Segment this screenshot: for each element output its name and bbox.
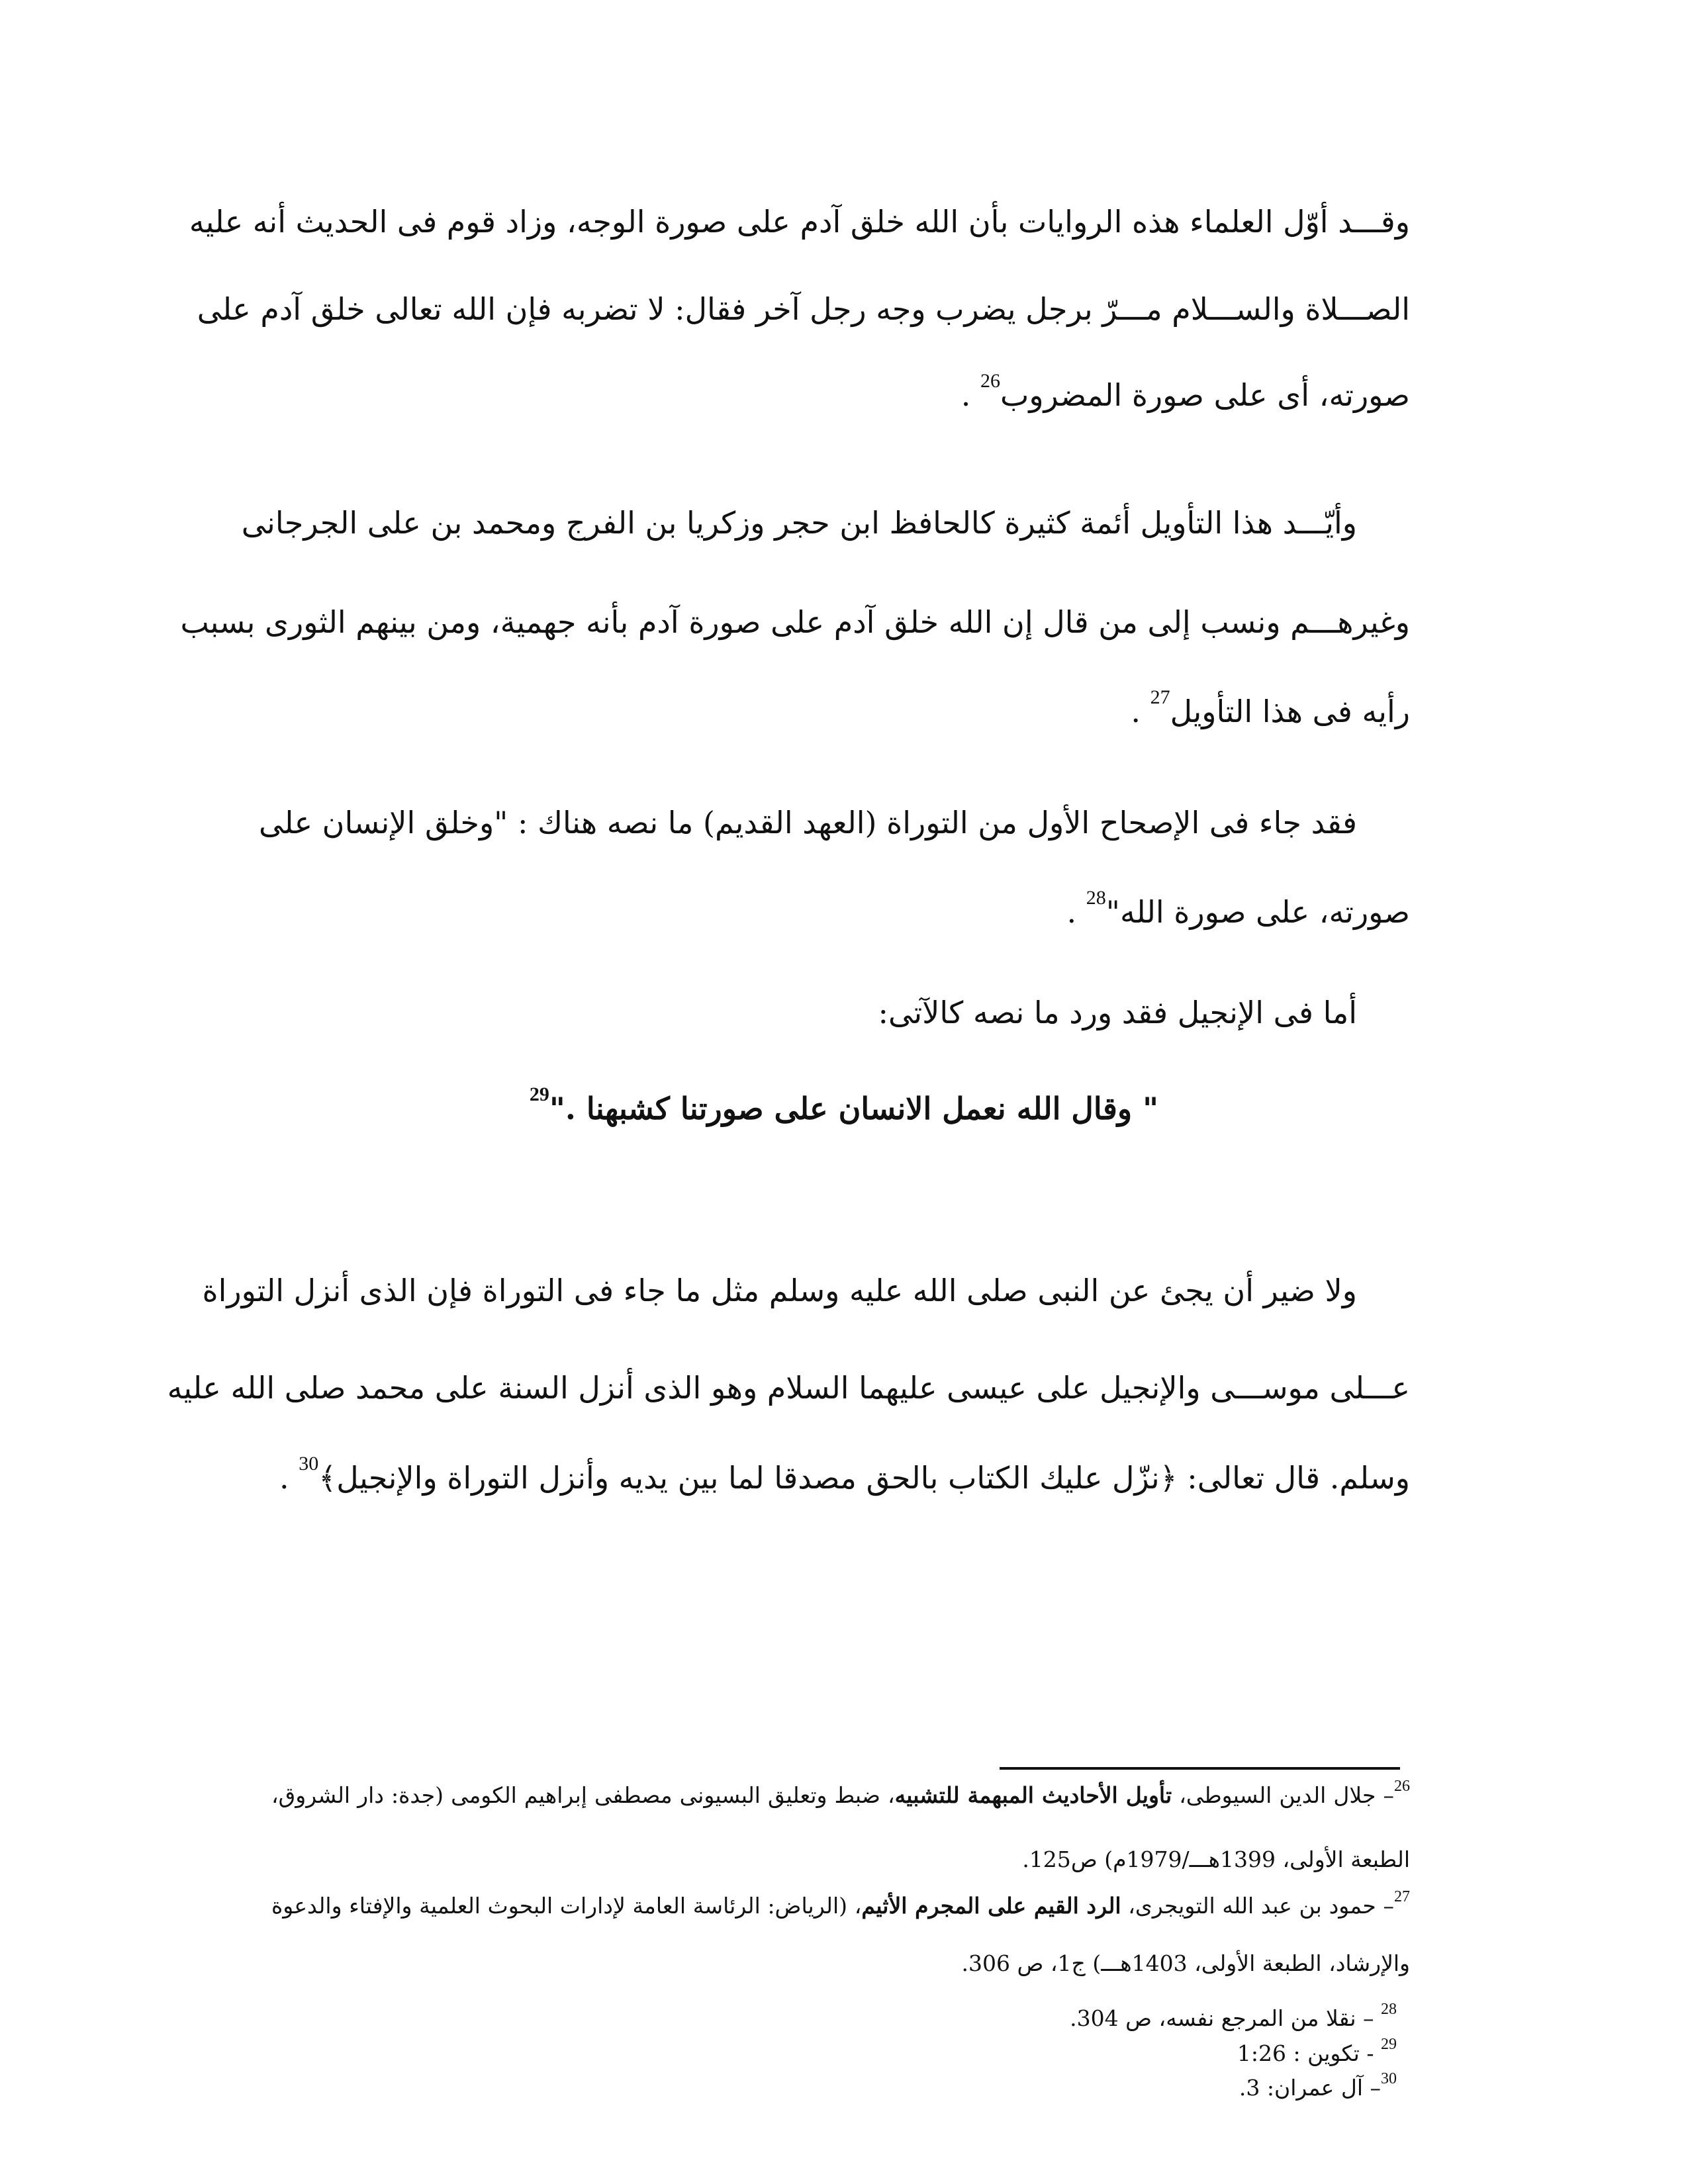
footnote-number: 27: [1393, 1888, 1410, 1905]
period: .: [961, 377, 981, 413]
footnote-text: – آل عمران: 3.: [1239, 2075, 1381, 2101]
paragraph-3-line-1: فقد جاء فى الإصحاح الأول من التوراة (العهد القديم) ما نصه هناك : "وخلق الإنسان على: [259, 805, 1357, 841]
paragraph-1-line-2: الصـــلاة والســـلام مـــرّ برجل يضرب وجه رجل آخر فقال: لا تضربه فإن الله تعالى خلق آدم على: [197, 291, 1410, 327]
footnote-ref-30[interactable]: 30: [299, 1453, 319, 1475]
period: .: [279, 1460, 299, 1496]
period: .: [1066, 894, 1086, 930]
footnote-number: 30: [1381, 2070, 1397, 2087]
footnote-number: 29: [1381, 2036, 1397, 2053]
footnote-divider: [1000, 1767, 1400, 1770]
paragraph-5-line-1: ولا ضير أن يجئ عن النبى صلى الله عليه وسلم مثل ما جاء فى التوراة فإن الذى أنزل التوراة: [202, 1273, 1357, 1308]
paragraph-4-line-1: أما فى الإنجيل فقد ورد ما نصه كالآتى:: [878, 995, 1357, 1030]
paragraph-1-line-1: وقـــد أوّل العلماء هذه الروايات بأن الله خلق آدم على صورة الوجه، وزاد قوم فى الحديث أنه عليه: [189, 204, 1410, 240]
quote-text: " وقال الله نعمل الانسان على صورتنا كشبهنا .": [549, 1091, 1159, 1126]
footnote-ref-28[interactable]: 28: [1086, 887, 1106, 909]
footnote-29: [1237, 2037, 1397, 2070]
footnote-text: – جلال الدين السيوطى،: [1172, 1782, 1394, 1808]
paragraph-1-line-3: [961, 372, 1410, 418]
paragraph-5-line-2: عـــلى موســـى والإنجيل على عيسى عليهما السلام وهو الذى أنزل السنة على محمد صلى الله عليه: [167, 1370, 1410, 1406]
footnote-ref-27[interactable]: 27: [1150, 686, 1170, 708]
footnote-text: – نقلا من المرجع نفسه، ص 304.: [1070, 2005, 1381, 2031]
text: صورته، أى على صورة المضروب: [1000, 377, 1410, 413]
period: .: [1131, 694, 1150, 729]
footnote-30: [1239, 2071, 1397, 2105]
book-title: الرد القيم على المجرم الأثيم: [861, 1893, 1121, 1919]
gospel-quote: [0, 1085, 1688, 1132]
text: رأيه فى هذا التأويل: [1170, 694, 1410, 729]
paragraph-3-line-2: [1067, 889, 1410, 935]
footnote-text: ، (الرياض: الرئاسة العامة لإدارات البحوث العلمية والإفتاء والدعوة: [271, 1893, 862, 1919]
paragraph-2-line-2: وغيرهـــم ونسب إلى من قال إن الله خلق آدم على صورة آدم بأنه جهمية، ومن بينهم الثورى بسبب: [180, 604, 1410, 640]
book-title: تأويل الأحاديث المبهمة للتشبيه: [894, 1782, 1172, 1808]
footnote-27-line-1: [271, 1889, 1410, 1923]
footnote-ref-26[interactable]: 26: [980, 370, 1001, 392]
paragraph-2-line-3: [1131, 688, 1410, 735]
footnote-28: [1070, 2002, 1397, 2035]
footnote-26-line-2: الطبعة الأولى، 1399هـــ/1979م) ص125.: [1022, 1846, 1410, 1872]
text: وسلم. قال تعالى: ﴿نزّل عليك الكتاب بالحق مصدقا لما بين يديه وأنزل التوراة والإنجيل﴾: [318, 1460, 1410, 1496]
footnote-27-line-2: والإرشاد، الطبعة الأولى، 1403هـــ) ج1، ص 306.: [961, 1950, 1410, 1976]
paragraph-2-line-1: وأيّـــد هذا التأويل أئمة كثيرة كالحافظ ابن حجر وزكريا بن الفرج ومحمد بن على الجرجانى: [241, 505, 1357, 541]
footnote-text: - تكوين : 1:26: [1237, 2040, 1381, 2066]
paragraph-5-line-3: [279, 1455, 1410, 1501]
footnote-text: – حمود بن عبد الله التويجرى،: [1121, 1893, 1394, 1919]
text: صورته، على صورة الله": [1105, 894, 1410, 930]
footnote-number: 26: [1394, 1778, 1410, 1795]
footnote-26-line-1: [271, 1779, 1410, 1812]
footnote-number: 28: [1381, 2001, 1397, 2018]
footnote-text: ، ضبط وتعليق البسيونى مصطفى إبراهيم الكومى (جدة: دار الشروق،: [271, 1782, 895, 1808]
footnote-ref-29[interactable]: 29: [529, 1083, 549, 1105]
